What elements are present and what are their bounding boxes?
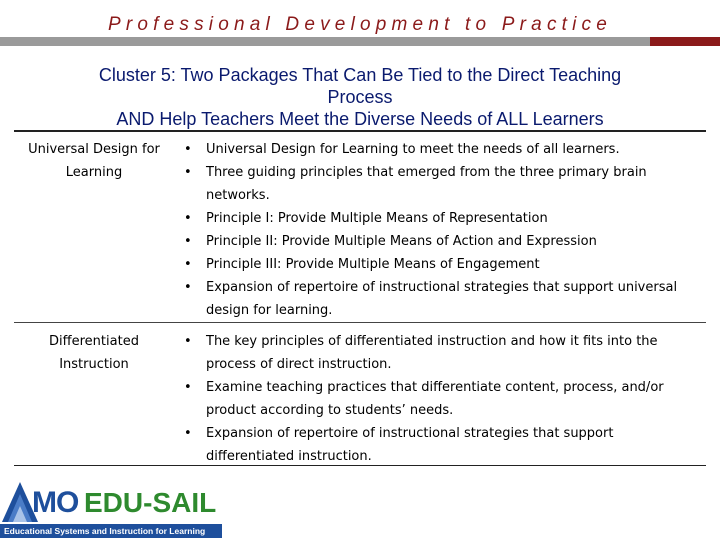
list-item: • Three guiding principles that emerged from the three primary brain networks. [182,161,704,207]
header-title: Professional Development to Practice [107,14,613,35]
bullet-list [182,138,704,322]
header-rule-gray [0,37,650,46]
list-item: • Expansion of repertoire of instructional strategies that support universal design for learning. [182,276,704,322]
heading-line-2: Process [327,87,393,107]
heading-line-1: Cluster 5: Two Packages That Can Be Tied to the Direct Teaching [98,65,622,85]
row-label-universal-design: Universal Design for Learning [28,142,160,180]
list-item: • Expansion of repertoire of instructional strategies that support differentiated instruction. [182,422,704,468]
logo-name-text: EDU-SAIL [84,487,217,518]
mo-edu-sail-logo [0,478,230,540]
row-divider [14,322,706,323]
logo-tagline: Educational Systems and Instruction for Learning [4,526,206,536]
list-item: • Universal Design for Learning to meet the needs of all learners. [182,138,704,161]
slide-heading [40,64,680,130]
list-item: • Principle I: Provide Multiple Means of Representation [182,207,704,230]
bullet-list [182,330,704,468]
list-item: • Principle III: Provide Multiple Means of Engagement [182,253,704,276]
list-item: • Principle II: Provide Multiple Means of Action and Expression [182,230,704,253]
row-label-differentiated-instruction: Differentiated Instruction [49,334,139,372]
logo-mo-text: MO [32,486,79,519]
list-item: • The key principles of differentiated instruction and how it fits into the process of direct instruction. [182,330,704,376]
content-table [14,130,706,466]
header-rule-red [650,37,720,46]
heading-line-3: AND Help Teachers Meet the Diverse Needs of ALL Learners [116,109,604,129]
list-item: • Examine teaching practices that differentiate content, process, and/or product according to students’ needs. [182,376,704,422]
